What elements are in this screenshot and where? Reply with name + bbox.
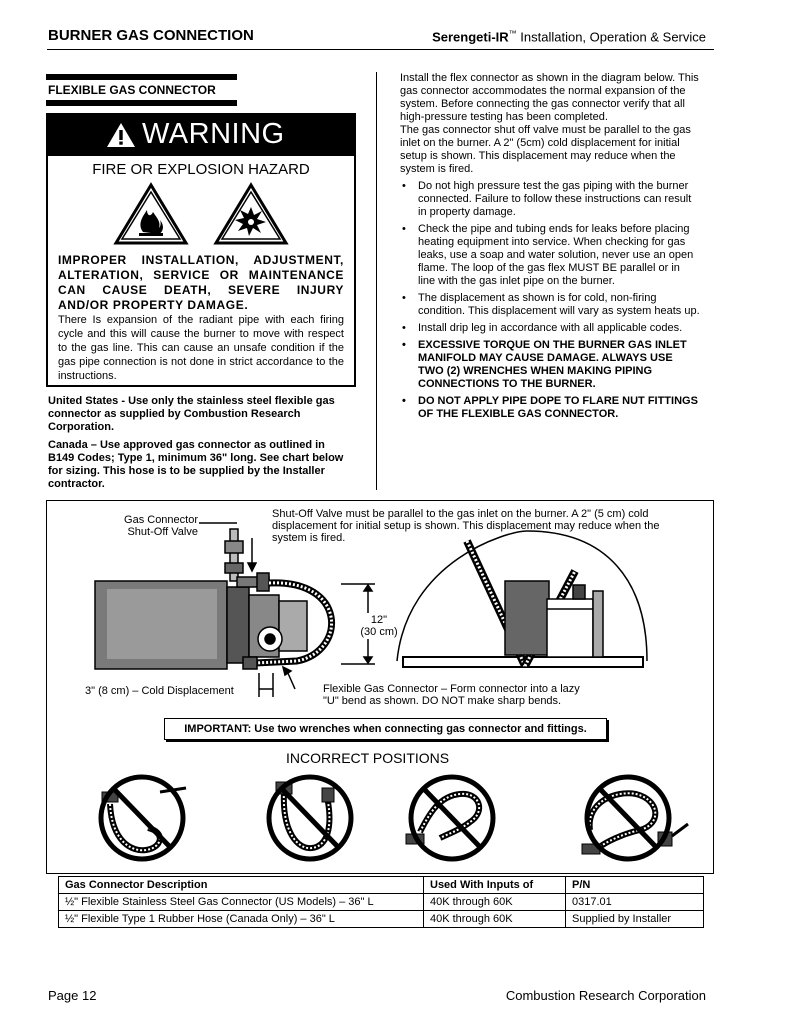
list-item: • Do not high pressure test the gas piping with the burner connected. Failure to follow these instructions can result in property damage. — [400, 180, 700, 219]
incorrect-position-4-icon — [576, 772, 692, 864]
dimension-inches: 12" — [370, 614, 388, 626]
column-divider — [376, 72, 377, 490]
warning-bold-text: IMPROPER INSTALLATION, ADJUSTMENT, ALTERATION, SERVICE OR MAINTENANCE CAN CAUSE DEATH, SEVERE INJURY AND/OR PROPERTY DAMAGE. — [58, 253, 344, 312]
list-item: • Install drip leg in accordance with all applicable codes. — [400, 322, 700, 335]
right-column — [400, 72, 700, 425]
cold-displacement-label: 3" (8 cm) – Cold Displacement — [85, 685, 234, 697]
header-title: BURNER GAS CONNECTION — [48, 27, 254, 44]
page-number: Page 12 — [48, 988, 97, 1003]
column-header: P/N — [566, 877, 704, 894]
warning-body: There Is expansion of the radiant pipe with each firing cycle and this will cause the burner to move with respect to the gas line. This can cause an unsafe condition if the gas pipe connection is not done in strict accordance to the instructions. — [58, 314, 344, 382]
incorrect-position-2-icon — [258, 772, 364, 864]
dimension-cm: (30 cm) — [360, 626, 398, 638]
list-item: • DO NOT APPLY PIPE DOPE TO FLARE NUT FITTINGS OF THE FLEXIBLE GAS CONNECTOR. — [400, 395, 700, 421]
header-subtitle-text: Installation, Operation & Service — [516, 29, 706, 45]
incorrect-position-3-icon — [400, 772, 506, 864]
table-cell: ½" Flexible Stainless Steel Gas Connector (US Models) – 36" L — [59, 894, 424, 911]
section-bar-top — [46, 74, 237, 80]
flex-connector-note: Flexible Gas Connector – Form connector into a lazy "U" bend as shown. DO NOT make sharp bends. — [323, 683, 580, 707]
list-item: • Check the pipe and tubing ends for leaks before placing heating equipment into service. When checking for gas leaks, use a soap and water solution, never use an open flame. The loop of the gas flex MUST BE parallel or in line with the gas inlet pipe on the burner. — [400, 223, 700, 288]
warning-heading: WARNING — [142, 118, 285, 150]
instruction-list — [400, 180, 700, 421]
list-item: • EXCESSIVE TORQUE ON THE BURNER GAS INLET MANIFOLD MAY CAUSE DAMAGE. ALWAYS USE TWO (2) WRENCHES WHEN MAKING PIPING CONNECTIONS TO THE BURNER. — [400, 339, 700, 391]
table-cell: 40K through 60K — [424, 911, 566, 928]
dimension-label — [351, 614, 407, 638]
company-name: Combustion Research Corporation — [505, 988, 706, 1003]
install-paragraph: Install the flex connector as shown in the diagram below. This gas connector accommodates the normal expansion of the system. Before connecting the gas connector verify that all high-pressure testing has been completed. — [400, 72, 699, 123]
explosion-hazard-icon — [213, 182, 289, 246]
valve-label-line2: Shut-Off Valve — [127, 526, 198, 538]
product-name: Serengeti-IR — [432, 29, 509, 45]
valve-paragraph: The gas connector shut off valve must be parallel to the gas inlet on the burner. A 2" (5cm) cold displacement for initial setup is shown. This displacement may reduce when the system is fired. — [400, 124, 691, 175]
column-header: Used With Inputs of — [424, 877, 566, 894]
list-item: • The displacement as shown is for cold, non-firing condition. This displacement will vary as system heats up. — [400, 292, 700, 318]
trademark-mark: ™ — [508, 29, 517, 38]
incorrect-position-1-icon — [90, 772, 196, 864]
table-header-row — [59, 877, 704, 894]
header-subtitle — [432, 29, 706, 44]
valve-label-line1: Gas Connector — [124, 514, 198, 526]
section-title: FLEXIBLE GAS CONNECTOR — [48, 83, 216, 97]
column-header: Gas Connector Description — [59, 877, 424, 894]
warning-triangle-icon — [106, 122, 136, 148]
section-bar-bottom — [46, 100, 237, 106]
gas-connector-table — [58, 876, 704, 928]
canada-note: Canada – Use approved gas connector as outlined in B149 Codes; Type 1, minimum 36" long. See chart below for sizing. This hose is to be supplied by the Installer contractor. — [48, 439, 344, 490]
table-cell: 40K through 60K — [424, 894, 566, 911]
fire-hazard-icon — [113, 182, 189, 246]
header-rule — [47, 49, 714, 50]
important-note: IMPORTANT: Use two wrenches when connecting gas connector and fittings. — [164, 718, 607, 740]
warning-header — [46, 113, 356, 156]
incorrect-positions-title: INCORRECT POSITIONS — [286, 750, 450, 766]
table-row — [59, 894, 704, 911]
table-cell: ½" Flexible Type 1 Rubber Hose (Canada Only) – 36" L — [59, 911, 424, 928]
hazard-title: FIRE OR EXPLOSION HAZARD — [92, 161, 310, 178]
table-cell: 0317.01 — [566, 894, 704, 911]
table-row — [59, 911, 704, 928]
shutoff-note: Shut-Off Valve must be parallel to the gas inlet on the burner. A 2" (5 cm) cold displacement for initial setup is shown. This displacement may reduce when the system is fired. — [272, 508, 660, 544]
table-cell: Supplied by Installer — [566, 911, 704, 928]
us-note: United States - Use only the stainless steel flexible gas connector as supplied by Combustion Research Corporation. — [48, 395, 335, 433]
